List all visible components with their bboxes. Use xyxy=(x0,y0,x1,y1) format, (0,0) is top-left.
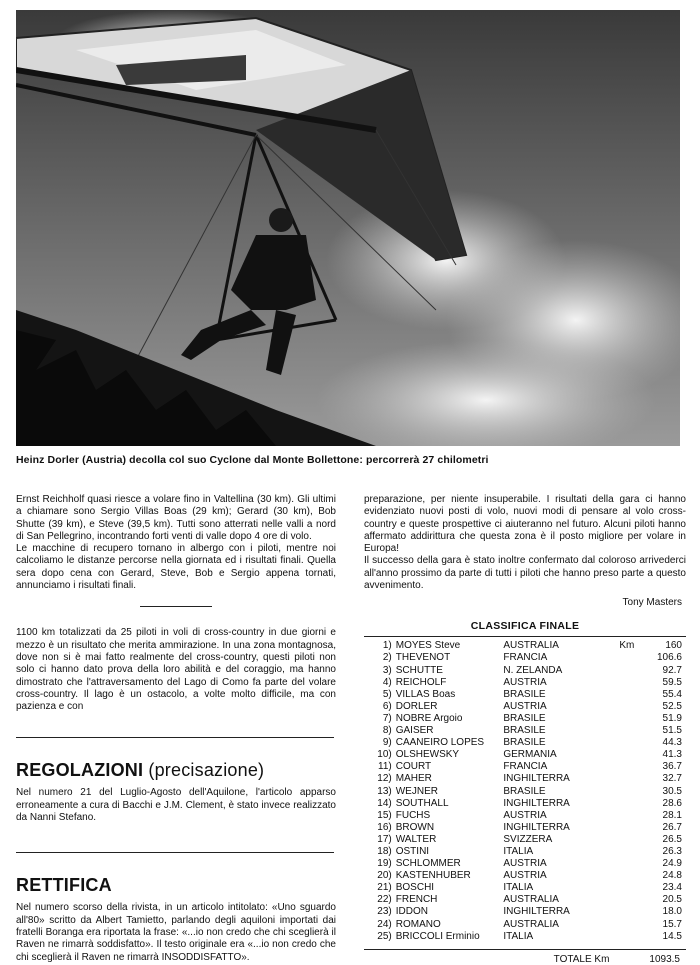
pilot-nation: N. ZELANDA xyxy=(503,664,563,676)
paragraph: 1100 km totalizzati da 25 piloti in voli di cross-country in due giorni e mezzo è un risultato che merita ammirazione. In una zona montagnosa, dove non si è mai fatto realmente del cross-country, questi piloti non solo ci hanno dato prova della loro abilità e del coraggio, ma hanno dimostrato che l'attraversamento del Lago di Como fa parte del volare cross-country. Il lago è un ostacolo, a volte molto difficile, ma con pazienza e con xyxy=(16,627,336,713)
pilot-name: IDDON xyxy=(395,906,428,918)
km-unit xyxy=(613,798,635,810)
km-unit xyxy=(613,701,635,713)
ranking-position: 19) xyxy=(377,858,392,870)
ranking-position: 13) xyxy=(377,785,392,797)
km-unit xyxy=(613,749,635,761)
pilot-nation: FRANCIA xyxy=(503,761,548,773)
table-row xyxy=(364,737,686,749)
hang-glider-illustration xyxy=(16,10,680,446)
paragraph: Le macchine di recupero tornano in albergo con i piloti, mentre noi calcoliamo le distanze percorse nella giornata ed i risultati finali. Quella sera dopo cena con Gerard, Steve, Bob e Sergio appena tornati, annunciamo i risultati finali. xyxy=(16,543,336,592)
table-row xyxy=(364,640,686,652)
pilot-distance: 26.7 xyxy=(662,821,682,833)
km-unit xyxy=(613,894,635,906)
km-unit xyxy=(613,870,635,882)
ranking-position: 3) xyxy=(382,664,392,676)
pilot-distance: 28.1 xyxy=(662,809,682,821)
ranking-position: 20) xyxy=(377,870,392,882)
pilot-nation: BRASILE xyxy=(503,725,546,737)
table-row xyxy=(364,858,686,870)
divider xyxy=(364,949,686,950)
km-unit xyxy=(613,810,635,822)
pilot-distance: 15.7 xyxy=(662,918,682,930)
table-row xyxy=(364,665,686,677)
pilot-distance: 30.5 xyxy=(662,785,682,797)
table-row xyxy=(364,882,686,894)
pilot-name: BROWN xyxy=(395,821,435,833)
table-row xyxy=(364,652,686,664)
km-unit xyxy=(613,677,635,689)
pilot-nation: AUSTRALIA xyxy=(503,894,559,906)
table-row xyxy=(364,919,686,931)
ranking-position: 22) xyxy=(377,894,392,906)
ranking-position: 1) xyxy=(382,640,392,652)
pilot-name: BRICCOLI Erminio xyxy=(395,930,480,942)
pilot-distance: 24.8 xyxy=(662,870,682,882)
pilot-nation: AUSTRALIA xyxy=(503,640,559,652)
pilot-helmet xyxy=(269,208,293,232)
km-unit xyxy=(613,761,635,773)
ranking-position: 2) xyxy=(382,652,392,664)
table-row xyxy=(364,786,686,798)
ranking-position: 12) xyxy=(377,773,392,785)
pilot-name: VILLAS Boas xyxy=(395,688,456,700)
pilot-nation: ITALIA xyxy=(503,845,534,857)
pilot-name: NOBRE Argoio xyxy=(395,712,463,724)
ranking-position: 17) xyxy=(377,833,392,845)
km-unit xyxy=(613,725,635,737)
pilot-distance: 14.5 xyxy=(662,930,682,942)
table-row xyxy=(364,931,686,943)
ranking-position: 15) xyxy=(377,809,392,821)
pilot-name: REICHOLF xyxy=(395,676,447,688)
km-unit xyxy=(613,858,635,870)
pilot-distance: 51.5 xyxy=(662,725,682,737)
km-unit xyxy=(613,652,635,664)
pilot-distance: 55.4 xyxy=(662,688,682,700)
km-unit xyxy=(613,689,635,701)
pilot-name: GAISER xyxy=(395,725,434,737)
paragraph: preparazione, per niente insuperabile. I risultati della gara ci hanno evidenziato nuovi posti di volo, nuovi modi di pensare al volo cross-country e queste prospettive ci aiuteranno nel futuro. Alcuni piloti hanno affermato addirittura che questa zona è il posto migliore per volare in Europa! xyxy=(364,494,686,555)
pilot-name: SCHUTTE xyxy=(395,664,443,676)
table-row xyxy=(364,773,686,785)
pilot-name: MAHER xyxy=(395,773,432,785)
ranking-position: 21) xyxy=(377,882,392,894)
photo-caption: Heinz Dorler (Austria) decolla col suo Cyclone dal Monte Bollettone: percorrerà 27 chilometri xyxy=(16,454,489,466)
total-label: TOTALE Km xyxy=(553,953,610,965)
pilot-name: ROMANO xyxy=(395,918,441,930)
pilot-distance: 24.9 xyxy=(662,858,682,870)
pilot-distance: 32.7 xyxy=(662,773,682,785)
pilot-distance: 18.0 xyxy=(662,906,682,918)
ranking-position: 10) xyxy=(377,749,392,761)
ranking-total xyxy=(364,954,686,965)
total-value: 1093.5 xyxy=(649,953,680,965)
paragraph: Ernst Reichholf quasi riesce a volare fino in Valtellina (30 km). Gli ultimi a chiamare sono Sergio Villas Boas (29 km); Gerard (30 km), Bob Shutte (39 km), e Steve (39,5 km). Tutti sono atterrati nelle valli a nord di San Pellegrino, incontrando forti venti di valle dopo 4 ore di volo. xyxy=(16,494,336,542)
ranking-position: 14) xyxy=(377,797,392,809)
km-unit xyxy=(613,786,635,798)
ranking-position: 24) xyxy=(377,918,392,930)
pilot-nation: BRASILE xyxy=(503,737,546,749)
divider xyxy=(16,852,334,853)
table-row xyxy=(364,846,686,858)
paragraph: Nel numero scorso della rivista, in un articolo intitolato: «Uno sguardo all'80» scritto da Albert Tamietto, parlando degli aquiloni importati dai fratelli Boranga era riportata la frase: «...io non credo che chi sceglierà il Raven ne rimarrà soddisfatto». Il testo originale era «...io non credo che chi sceglierà il Raven ne rimarrà INSODDISFATTO». xyxy=(16,902,336,963)
pilot-name: MOYES Steve xyxy=(395,640,461,652)
ranking-position: 7) xyxy=(382,712,392,724)
pilot-distance: 26.3 xyxy=(662,845,682,857)
pilot-nation: FRANCIA xyxy=(503,652,548,664)
pilot-nation: INGHILTERRA xyxy=(503,906,570,918)
divider xyxy=(140,606,212,607)
ranking-position: 4) xyxy=(382,676,392,688)
km-unit xyxy=(613,713,635,725)
hang-glider-photo xyxy=(16,10,680,446)
ranking-position: 23) xyxy=(377,906,392,918)
divider xyxy=(364,636,686,637)
table-row xyxy=(364,701,686,713)
paragraph: Il successo della gara è stato inoltre confermato dal coloroso arrivederci all'anno prossimo da parte di tutti i piloti che hanno preso parte a questo avvenimento. xyxy=(364,555,686,592)
km-unit xyxy=(613,919,635,931)
pilot-distance: 51.9 xyxy=(662,712,682,724)
left-column xyxy=(16,494,336,964)
table-row xyxy=(364,677,686,689)
pilot-distance: 160 xyxy=(665,640,682,652)
km-unit xyxy=(613,737,635,749)
pilot-nation: AUSTRIA xyxy=(503,809,547,821)
pilot-distance: 52.5 xyxy=(662,700,682,712)
pilot-nation: INGHILTERRA xyxy=(503,821,570,833)
pilot-nation: AUSTRALIA xyxy=(503,918,559,930)
ranking-title: CLASSIFICA FINALE xyxy=(470,620,580,633)
author-signature: Tony Masters xyxy=(622,597,682,609)
table-row xyxy=(364,870,686,882)
pilot-nation: SVIZZERA xyxy=(503,833,553,845)
ranking-position: 11) xyxy=(378,761,392,773)
section-heading-regolazioni xyxy=(16,760,336,781)
pilot-nation: AUSTRIA xyxy=(503,676,547,688)
pilot-nation: BRASILE xyxy=(503,688,546,700)
pilot-name: THEVENOT xyxy=(395,652,451,664)
pilot-name: FRENCH xyxy=(395,894,438,906)
table-row xyxy=(364,749,686,761)
ranking-position: 9) xyxy=(382,737,392,749)
km-unit xyxy=(613,931,635,943)
ranking-position: 25) xyxy=(377,930,392,942)
pilot-nation: AUSTRIA xyxy=(503,870,547,882)
table-row xyxy=(364,894,686,906)
pilot-name: FUCHS xyxy=(395,809,431,821)
pilot-name: WALTER xyxy=(395,833,437,845)
pilot-nation: BRASILE xyxy=(503,712,546,724)
km-unit xyxy=(613,822,635,834)
pilot-nation: AUSTRIA xyxy=(503,858,547,870)
pilot-name: DORLER xyxy=(395,700,438,712)
pilot-distance: 26.5 xyxy=(662,833,682,845)
pilot-distance: 59.5 xyxy=(662,676,682,688)
pilot-nation: ITALIA xyxy=(503,930,534,942)
section-heading-rettifica: RETTIFICA xyxy=(16,875,112,896)
pilot-name: SOUTHALL xyxy=(395,797,449,809)
pilot-name: WEJNER xyxy=(395,785,438,797)
pilot-distance: 92.7 xyxy=(662,664,682,676)
pilot-distance: 23.4 xyxy=(662,882,682,894)
km-unit xyxy=(613,906,635,918)
ranking-table xyxy=(364,640,686,942)
table-row xyxy=(364,810,686,822)
paragraph: Nel numero 21 del Luglio-Agosto dell'Aquilone, l'articolo apparso erroneamente a cura di Bacchi e J.M. Clement, è stato invece realizzato da Nanni Stefano. xyxy=(16,787,336,824)
pilot-distance: 106.6 xyxy=(656,652,682,664)
table-row xyxy=(364,725,686,737)
pilot-distance: 20.5 xyxy=(662,894,682,906)
km-unit xyxy=(613,665,635,677)
table-row xyxy=(364,834,686,846)
ranking-position: 5) xyxy=(382,688,392,700)
km-unit: Km xyxy=(619,640,635,652)
table-row xyxy=(364,713,686,725)
ranking-position: 8) xyxy=(382,725,392,737)
table-row xyxy=(364,689,686,701)
table-row xyxy=(364,798,686,810)
pilot-nation: INGHILTERRA xyxy=(503,797,570,809)
pilot-nation: BRASILE xyxy=(503,785,546,797)
pilot-distance: 36.7 xyxy=(662,761,682,773)
right-column xyxy=(364,494,686,965)
pilot-name: OLSHEWSKY xyxy=(395,749,460,761)
heading-bold: REGOLAZIONI xyxy=(16,760,144,781)
pilot-nation: INGHILTERRA xyxy=(503,773,570,785)
km-unit xyxy=(613,846,635,858)
table-row xyxy=(364,761,686,773)
pilot-distance: 41.3 xyxy=(662,749,682,761)
pilot-name: BOSCHI xyxy=(395,882,435,894)
km-unit xyxy=(613,834,635,846)
pilot-nation: AUSTRIA xyxy=(503,700,547,712)
ranking-position: 18) xyxy=(377,845,392,857)
pilot-distance: 44.3 xyxy=(662,737,682,749)
pilot-distance: 28.6 xyxy=(662,797,682,809)
km-unit xyxy=(613,882,635,894)
pilot-name: KASTENHUBER xyxy=(395,870,471,882)
pilot-nation: GERMANIA xyxy=(503,749,557,761)
heading-light: (precisazione) xyxy=(148,760,265,781)
pilot-name: COURT xyxy=(395,761,432,773)
km-unit xyxy=(613,773,635,785)
pilot-nation: ITALIA xyxy=(503,882,534,894)
divider xyxy=(16,737,334,738)
pilot-name: SCHLOMMER xyxy=(395,858,461,870)
ranking-position: 6) xyxy=(382,700,392,712)
ranking-position: 16) xyxy=(377,821,392,833)
pilot-name: OSTINI xyxy=(395,845,430,857)
table-row xyxy=(364,822,686,834)
pilot-name: CAANEIRO LOPES xyxy=(395,737,485,749)
table-row xyxy=(364,906,686,918)
